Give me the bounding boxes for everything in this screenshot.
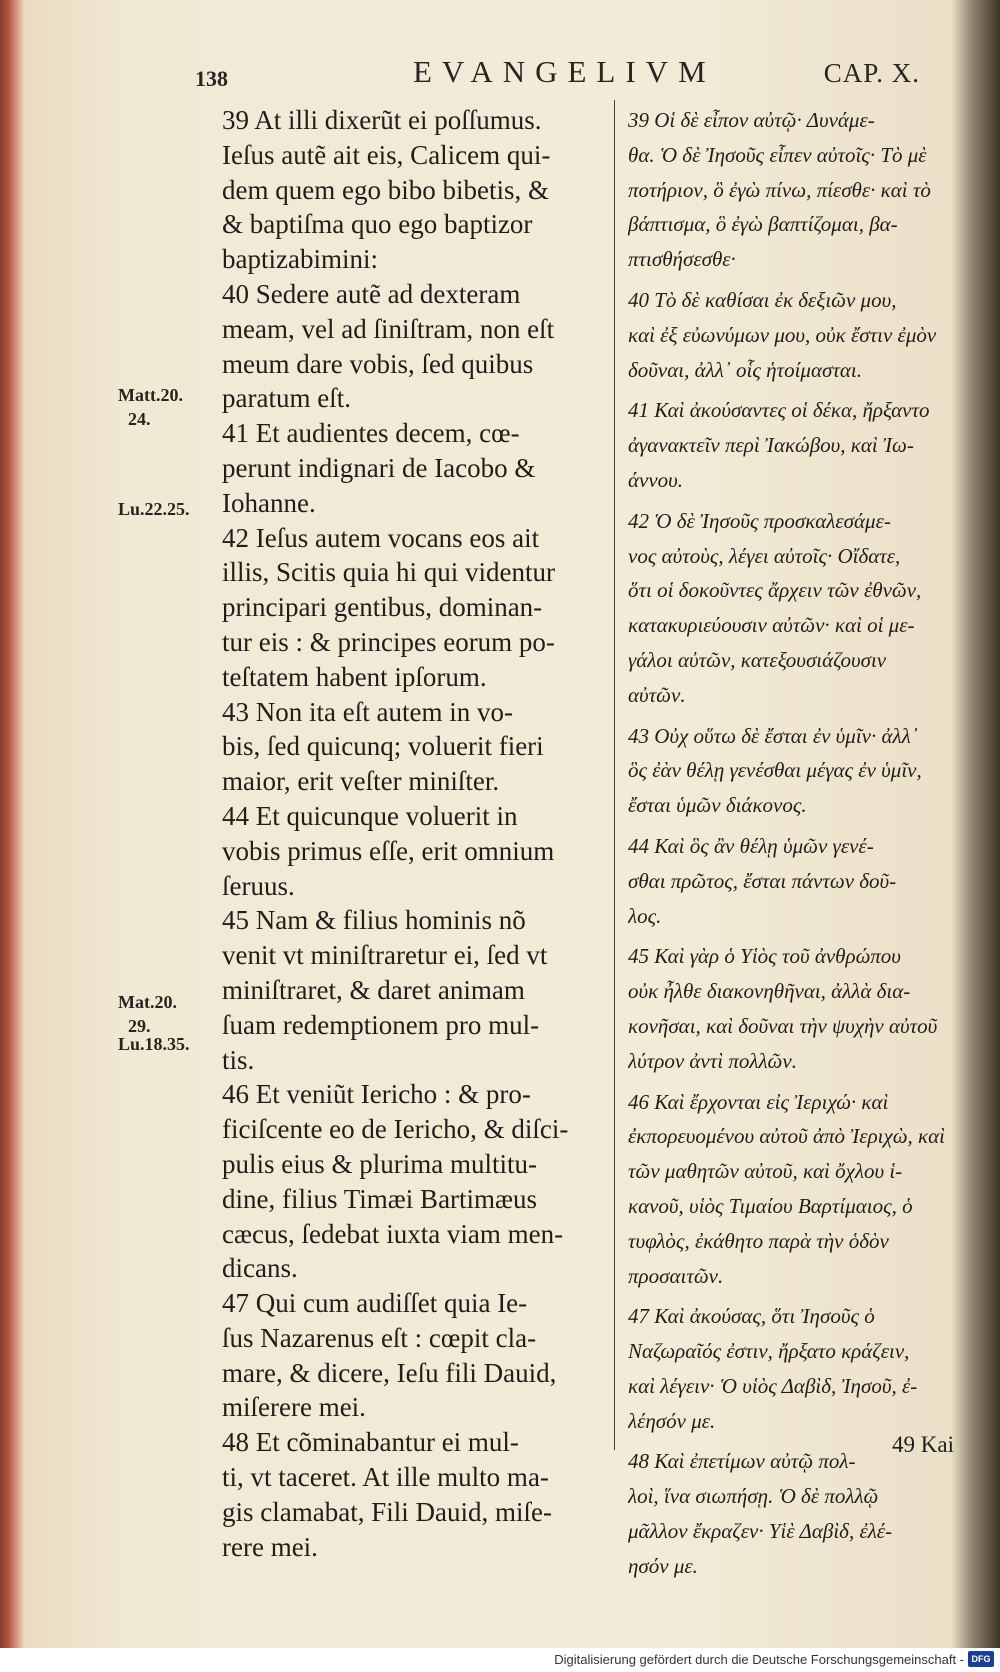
greek-line: σθαι πρῶτος, ἔσται πάντων δοῦ-	[628, 868, 897, 893]
latin-line: Ieſus autẽ ait eis, Calicem qui-	[222, 139, 551, 170]
greek-line: λύτρον ἀντὶ πολλῶν.	[628, 1048, 797, 1073]
footer-bar	[0, 1648, 1000, 1672]
latin-line: gis clamabat, Fili Dauid, miſe-	[222, 1496, 552, 1527]
greek-line: προσαιτῶν.	[628, 1263, 724, 1288]
greek-verse	[628, 504, 948, 713]
margin-note	[118, 1032, 190, 1056]
latin-line: 47 Qui cum audiſſet quia Ie-	[222, 1288, 528, 1319]
greek-verse	[628, 719, 948, 823]
margin-note-line: Mat.20.	[118, 992, 177, 1012]
greek-line: ἔσται ὑμῶν διάκονος.	[628, 793, 807, 818]
margin-note-line: 29.	[128, 1016, 151, 1036]
latin-line: Iohanne.	[222, 487, 316, 518]
greek-line: 48 Καὶ ἐπετίμων αὐτῷ πολ-	[628, 1449, 856, 1474]
greek-line: 46 Καὶ ἔρχονται εἰς Ἰεριχώ· καὶ	[628, 1089, 889, 1114]
latin-line: 45 Nam & filius hominis nõ	[222, 905, 526, 936]
running-title: EVANGELIVM	[413, 54, 716, 89]
greek-line: 44 Καὶ ὃς ἂν θέλῃ ὑμῶν γενέ-	[628, 833, 874, 858]
greek-verse	[628, 1085, 948, 1294]
latin-line: vobis primus eſſe, erit omnium	[222, 835, 555, 866]
latin-line: miſerere mei.	[222, 1392, 366, 1423]
greek-line: καὶ λέγειν· Ὁ υἱὸς Δαβὶδ, Ἰησοῦ, ἐ-	[628, 1373, 918, 1398]
greek-verse	[628, 393, 948, 497]
greek-line: 40 Τὸ δὲ καθίσαι ἐκ δεξιῶν μου,	[628, 287, 897, 312]
greek-line: ὃς ἐὰν θέλῃ γενέσθαι μέγας ἐν ὑμῖν,	[628, 758, 922, 783]
latin-line: venit vt miniſtraretur ei, ſed vt	[222, 940, 548, 971]
greek-line: μᾶλλον ἔκραζεν· Υἱὲ Δαβὶδ, ἐλέ-	[628, 1519, 893, 1544]
greek-line: δοῦναι, ἀλλ᾽ οἷς ἡτοίμασται.	[628, 357, 862, 382]
latin-line: ſuam redemptionem pro mul-	[222, 1009, 540, 1040]
latin-line: ſeruus.	[222, 870, 295, 901]
margin-note	[118, 990, 177, 1038]
greek-line: 43 Οὐχ οὕτω δὲ ἔσται ἐν ὑμῖν· ἀλλ᾽	[628, 723, 918, 748]
greek-verse	[628, 1444, 948, 1583]
latin-line: meam, vel ad ſiniſtram, non eſt	[222, 313, 555, 344]
greek-line: γάλοι αὐτῶν, κατεξουσιάζουσιν	[628, 647, 887, 672]
greek-line: ποτήριον, ὃ ἐγὼ πίνω, πίεσθε· καὶ τὸ	[628, 177, 931, 202]
latin-line: tis.	[222, 1044, 255, 1075]
catchword: 49 Kai	[892, 1432, 954, 1457]
book-edge-left	[0, 0, 26, 1648]
latin-line: meum dare vobis, ſed quibus	[222, 348, 534, 379]
greek-line: 45 Καὶ γὰρ ὁ Υἱὸς τοῦ ἀνθρώπου	[628, 944, 901, 969]
latin-column	[222, 103, 607, 1564]
page-number: 138	[195, 66, 228, 91]
greek-line: θα. Ὁ δὲ Ἰησοῦς εἶπεν αὐτοῖς· Τὸ μὲ	[628, 142, 927, 167]
margin-note-line: 24.	[128, 409, 151, 429]
greek-line: κανοῦ, υἱὸς Τιμαίου Βαρτίμαιος, ὁ	[628, 1193, 913, 1218]
greek-line: λος.	[628, 903, 662, 928]
greek-line: πτισθήσεσθε·	[628, 247, 736, 272]
greek-line: 42 Ὁ δὲ Ἰησοῦς προσκαλεσάμε-	[628, 508, 891, 533]
footer-credit: Digitalisierung gefördert durch die Deutsche Forschungsgemeinschaft -	[554, 1652, 964, 1667]
latin-line: ficiſcente eo de Iericho, & diſci-	[222, 1114, 569, 1145]
latin-line: rere mei.	[222, 1531, 318, 1562]
greek-verse	[628, 829, 948, 933]
latin-line: 39 At illi dixerũt ei poſſumus.	[222, 105, 542, 135]
latin-line: 43 Non ita eſt autem in vo-	[222, 696, 513, 727]
latin-line: paratum eſt.	[222, 383, 351, 414]
margin-note	[118, 497, 190, 521]
greek-verse	[628, 939, 948, 1078]
latin-line: 44 Et quicunque voluerit in	[222, 800, 518, 831]
margin-note-line: Matt.20.	[118, 385, 183, 405]
latin-line: 41 Et audientes decem, cœ-	[222, 418, 520, 449]
latin-line: maior, erit veſter miniſter.	[222, 766, 500, 797]
latin-line: illis, Scitis quia hi qui videntur	[222, 557, 555, 588]
latin-line: 42 Ieſus autem vocans eos ait	[222, 522, 540, 553]
greek-line: νος αὐτοὺς, λέγει αὐτοῖς· Οἴδατε,	[628, 543, 901, 568]
greek-line: Ναζωραῖός ἐστιν, ἤρξατο κράζειν,	[628, 1339, 910, 1364]
latin-line: baptizabimini:	[222, 244, 378, 275]
dfg-logo: DFG	[968, 1651, 994, 1667]
latin-line: bis, ſed quicunq; voluerit fieri	[222, 731, 544, 762]
greek-verse	[628, 283, 948, 387]
margin-note-line: Lu.18.35.	[118, 1034, 190, 1054]
chapter-label: CAP. X.	[823, 58, 920, 88]
latin-line: tur eis : & principes eorum po-	[222, 626, 555, 657]
latin-line: 46 Et veniũt Iericho : & pro-	[222, 1079, 531, 1110]
greek-line: λοὶ, ἵνα σιωπήσῃ. Ὁ δὲ πολλῷ	[628, 1484, 879, 1509]
greek-line: άννου.	[628, 467, 684, 492]
latin-line: dicans.	[222, 1253, 298, 1284]
latin-line: pulis eius & plurima multitu-	[222, 1148, 537, 1179]
greek-verse	[628, 103, 948, 277]
greek-line: 39 Οἱ δὲ εἶπον αὐτῷ· Δυνάμε-	[628, 108, 875, 132]
greek-line: λέησόν με.	[628, 1408, 716, 1433]
greek-line: τυφλὸς, ἐκάθητο παρὰ τὴν ὁδὸν	[628, 1228, 889, 1253]
latin-line: 40 Sedere autẽ ad dexteram	[222, 278, 521, 309]
latin-line: & baptiſma quo ego baptizor	[222, 209, 533, 240]
greek-line: καὶ ἐξ εὐωνύμων μου, οὐκ ἔστιν ἐμὸν	[628, 322, 937, 347]
latin-line: perunt indignari de Iacobo &	[222, 452, 536, 483]
latin-line: mare, & dicere, Ieſu fili Dauid,	[222, 1357, 557, 1388]
latin-line: principari gentibus, dominan-	[222, 592, 543, 623]
greek-line: 47 Καὶ ἀκούσας, ὅτι Ἰησοῦς ὁ	[628, 1304, 875, 1329]
greek-line: ὅτι οἱ δοκοῦντες ἄρχειν τῶν ἐθνῶν,	[628, 578, 922, 603]
margin-note-line: Lu.22.25.	[118, 499, 190, 519]
greek-line: αὐτῶν.	[628, 682, 686, 707]
greek-line: ησόν με.	[628, 1553, 698, 1578]
greek-line: τῶν μαθητῶν αὐτοῦ, καὶ ὄχλου ἱ-	[628, 1159, 903, 1184]
greek-verse	[628, 1299, 948, 1438]
greek-line: 41 Καὶ ἀκούσαντες οἱ δέκα, ἤρξαντο	[628, 398, 930, 423]
page-header	[195, 52, 940, 92]
latin-line: dem quem ego bibo bibetis, &	[222, 174, 549, 205]
greek-column	[628, 103, 948, 1590]
latin-line: 48 Et cõminabantur ei mul-	[222, 1427, 519, 1458]
greek-line: οὐκ ἦλθε διακονηθῆναι, ἀλλὰ δια-	[628, 979, 911, 1004]
margin-note	[118, 383, 183, 431]
greek-line: ἀγανακτεῖν περὶ Ἰακώβου, καὶ Ἰω-	[628, 433, 914, 458]
latin-line: miniſtraret, & daret animam	[222, 974, 525, 1005]
latin-line: teſtatem habent ipſorum.	[222, 661, 487, 692]
greek-line: βάπτισμα, ὃ ἐγὼ βαπτίζομαι, βα-	[628, 212, 898, 237]
greek-line: κονῆσαι, καὶ δοῦναι τὴν ψυχὴν αὐτοῦ	[628, 1013, 938, 1038]
latin-line: ſus Nazarenus eſt : cœpit cla-	[222, 1322, 537, 1353]
latin-line: ti, vt taceret. At ille multo ma-	[222, 1462, 549, 1493]
column-divider	[614, 100, 615, 1450]
greek-line: κατακυριεύουσιν αὐτῶν· καὶ οἱ με-	[628, 613, 915, 638]
book-edge-right	[952, 0, 1000, 1648]
latin-line: cæcus, ſedebat iuxta viam men-	[222, 1218, 564, 1249]
latin-line: dine, filius Timæi Bartimæus	[222, 1183, 538, 1214]
greek-line: ἐκπορευομένου αὐτοῦ ἀπὸ Ἰεριχὼ, καὶ	[628, 1124, 945, 1149]
